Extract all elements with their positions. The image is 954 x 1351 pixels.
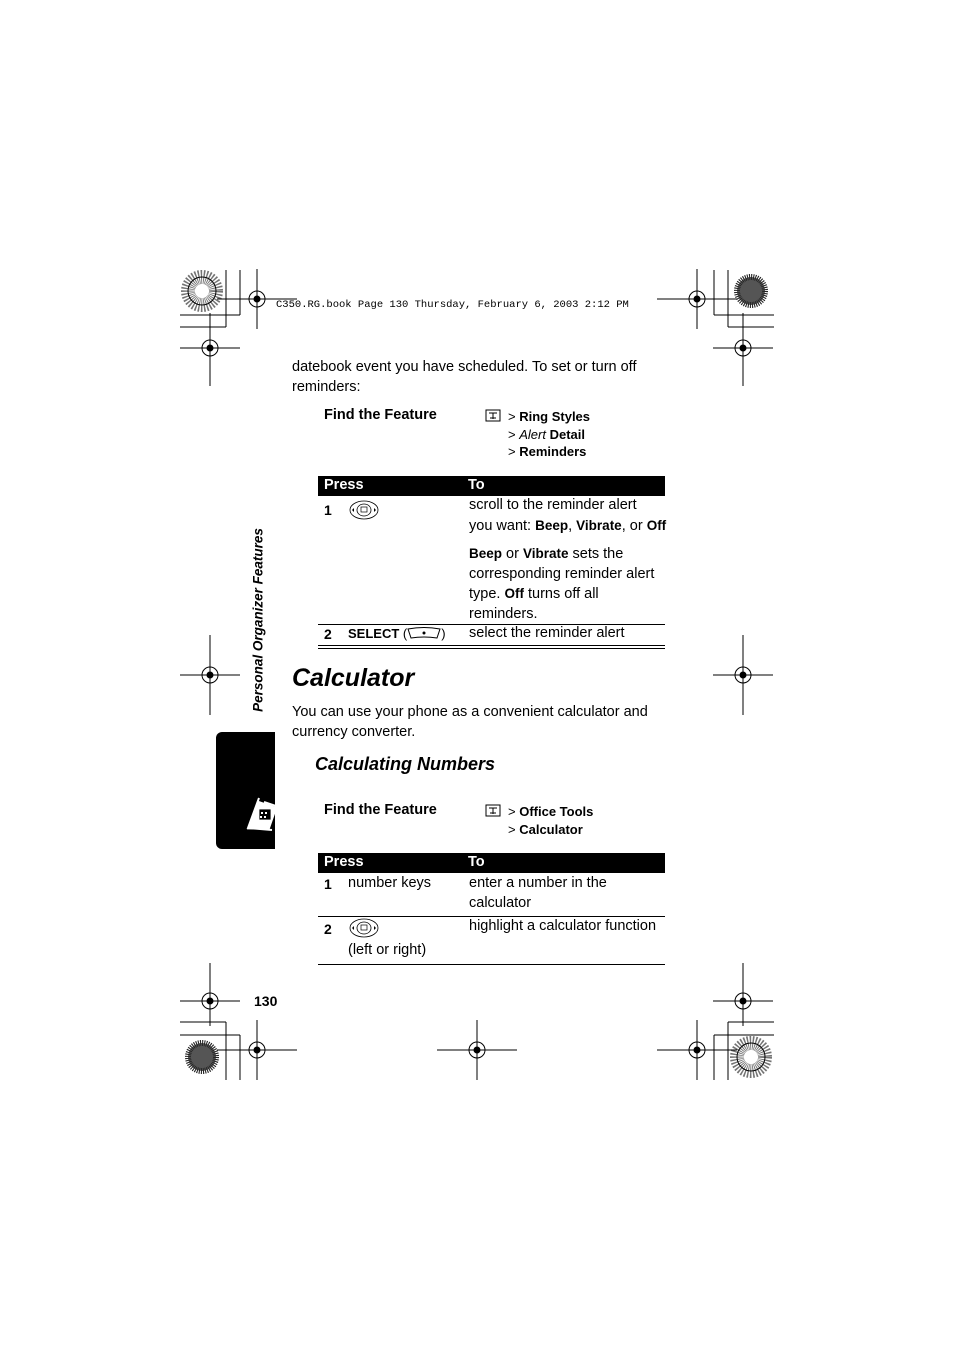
path-item[interactable]: > Alert Detail [508,426,585,442]
path-item[interactable]: > Office Tools [508,804,594,819]
find-feature-label: Find the Feature [324,407,437,423]
section-title: Calculator [292,664,415,692]
option-beep: Beep [535,517,569,533]
table2-header [318,853,665,873]
table-end-rule [318,645,665,646]
intro-line-1: datebook event you have scheduled. To set or turn off [292,359,637,375]
find-feature-label: Find the Feature [324,802,437,818]
col-press-header: Press [324,477,364,493]
page-number: 130 [254,993,278,1009]
section-intro: You can use your phone as a convenient calculator and currency converter. [292,704,648,740]
menu-key-icon [485,409,502,427]
print-header: C350.RG.book Page 130 Thursday, February 6, 2003 2:12 PM [276,299,629,311]
step-number: 1 [324,876,332,892]
step-number: 2 [324,626,332,642]
organizer-icon [216,732,275,849]
path-item[interactable]: > Calculator [508,821,583,837]
subsection-title: Calculating Numbers [315,754,496,774]
side-label: Personal Organizer Features [250,528,266,712]
col-to-header: To [468,854,485,870]
nav-key-icon [348,918,380,943]
option-off: Off [646,517,667,533]
table2-row2-to: highlight a calculator function [469,918,657,934]
path-item[interactable]: > Reminders [508,444,587,459]
intro-line-2: reminders: [292,378,361,395]
menu-key-icon [485,804,502,822]
table1-header [318,476,665,496]
select-key-label: SELECT ( ) [348,626,446,641]
intro-paragraph [292,358,636,397]
table1-row2-to: select the reminder alert [469,625,625,641]
table2-row1-press: number keys [348,875,432,891]
table2-row2-press-sub: (left or right) [348,942,427,958]
path-item[interactable]: > Ring Styles [508,409,591,424]
col-press-header: Press [324,854,364,870]
nav-key-icon [348,500,380,525]
option-vibrate: Vibrate [576,517,622,533]
feature2-path [508,803,593,838]
table2-row1-to: enter a number in the calculator [469,875,607,911]
side-tab [216,732,275,849]
col-to-header: To [468,477,485,493]
feature1-path [508,408,590,461]
soft-key-icon [407,626,441,640]
step-number: 2 [324,921,332,937]
table-end-rule [318,648,665,649]
table-end-rule [318,964,665,965]
table1-row1-to: scroll to the reminder alert you want: Beep, Vibrate, or Off Beep or Vibrate sets the corresponding reminder alert type. Off turns off all reminders. [469,497,667,622]
step-number: 1 [324,502,332,518]
